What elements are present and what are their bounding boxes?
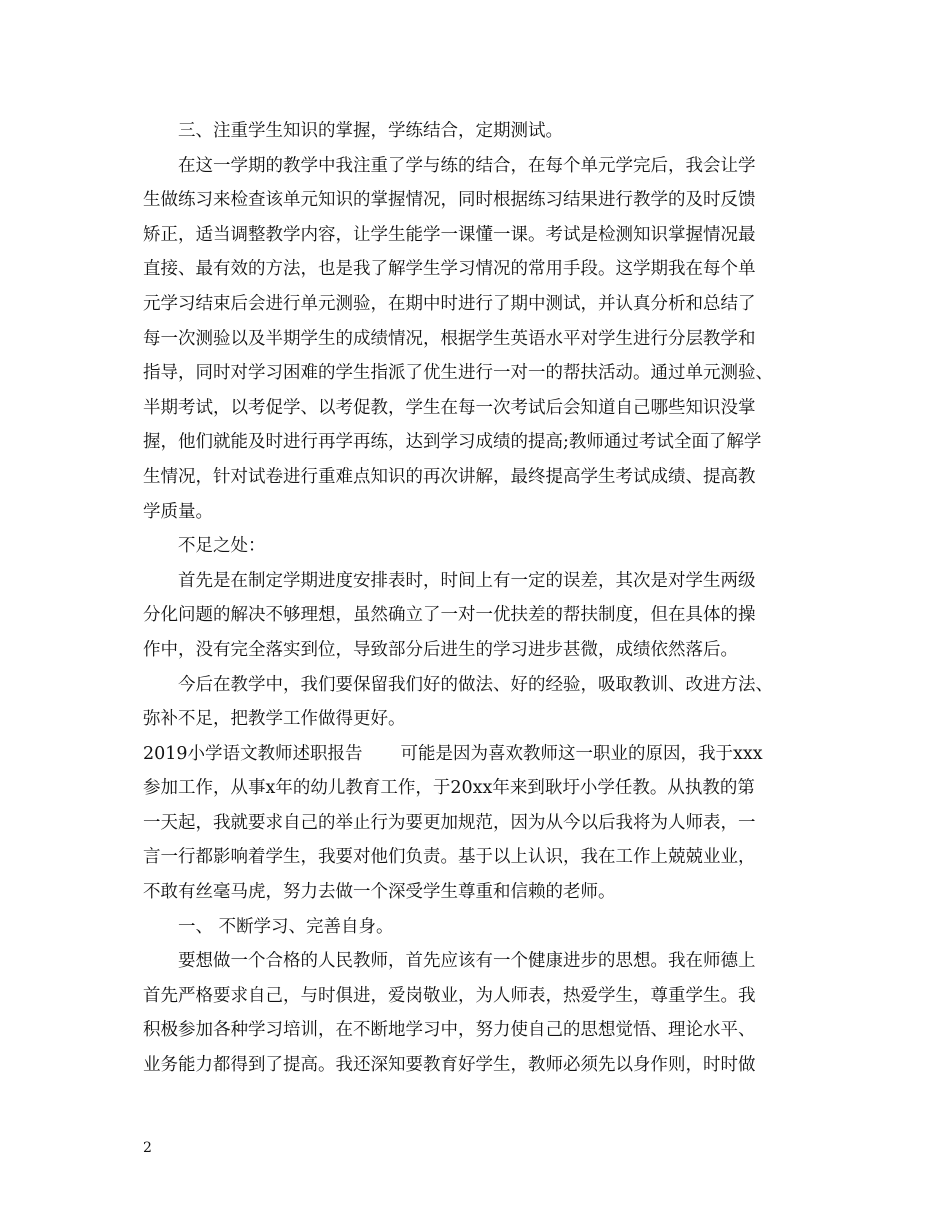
text-line: 握，他们就能及时进行再学再练，达到学习成绩的提高;教师通过考试全面了解学 [143, 432, 762, 453]
report-heading-line [143, 739, 833, 774]
report-first-line: 可能是因为喜欢教师这一职业的原因，我于xxx [400, 743, 763, 764]
text-line: 在这一学期的教学中我注重了学与练的结合，在每个单元学完后，我会让学 [178, 155, 756, 176]
text-line: 首先是在制定学期进度安排表时，时间上有一定的误差，其次是对学生两级 [178, 570, 756, 591]
text-line: 三、注重学生知识的掌握，学练结合，定期测试。 [178, 121, 563, 141]
text-line: 不足之处： [178, 536, 266, 557]
text-line: 半期考试，以考促学、以考促教，学生在每一次考试后会知道自己哪些知识没掌 [143, 397, 756, 418]
text-line: 生情况，针对试卷进行重难点知识的再次讲解，最终提高学生考试成绩、提高教 [143, 466, 756, 487]
text-line: 元学习结束后会进行单元测验，在期中时进行了期中测试，并认真分析和总结了 [143, 293, 756, 314]
text-line: 首先严格要求自己，与时俱进，爱岗敬业，为人师表，热爱学生，尊重学生。我 [143, 985, 756, 1006]
text-line: 学质量。 [143, 501, 213, 522]
text-line: 一天起，我就要求自己的举止行为要更加规范，因为从今以后我将为人师表，一 [143, 812, 756, 833]
text-line: 弥补不足，把教学工作做得更好。 [143, 709, 406, 730]
text-line: 要想做一个合格的人民教师，首先应该有一个健康进步的思想。我在师德上 [178, 951, 756, 972]
text-line: 一、 不断学习、完善自身。 [178, 916, 394, 937]
text-line: 业务能力都得到了提高。我还深知要教育好学生，教师必须先以身作则，时时做 [143, 1055, 756, 1076]
text-line: 指导，同时对学习困难的学生指派了优生进行一对一的帮扶活动。通过单元测验、 [143, 363, 773, 384]
page-number: 2 [143, 1140, 152, 1156]
text-line: 分化问题的解决不够理想，虽然确立了一对一优扶差的帮扶制度，但在具体的操 [143, 605, 756, 626]
text-line: 每一次测验以及半期学生的成绩情况，根据学生英语水平对学生进行分层教学和 [143, 328, 756, 349]
text-line: 直接、最有效的方法，也是我了解学生学习情况的常用手段。这学期我在每个单 [143, 259, 756, 280]
document-body [143, 116, 833, 1085]
text-line: 言一行都影响着学生，我要对他们负责。基于以上认识，我在工作上兢兢业业， [143, 847, 756, 868]
text-line: 作中，没有完全落实到位，导致部分后进生的学习进步甚微，成绩依然落后。 [143, 639, 738, 660]
text-line: 生做练习来检查该单元知识的掌握情况，同时根据练习结果进行教学的及时反馈 [143, 190, 756, 211]
text-line: 积极参加各种学习培训，在不断地学习中，努力使自己的思想觉悟、理论水平、 [143, 1020, 756, 1041]
report-heading: 2019小学语文教师述职报告 [143, 743, 363, 764]
text-line: 今后在教学中，我们要保留我们好的做法、好的经验，吸取教训、改进方法、 [178, 674, 773, 695]
text-line: 参加工作，从事x年的幼儿教育工作，于20xx年来到耿圩小学任教。从执教的第 [143, 778, 755, 799]
text-line: 矫正，适当调整教学内容，让学生能学一课懂一课。考试是检测知识掌握情况最 [143, 224, 756, 245]
text-line: 不敢有丝毫马虎，努力去做一个深受学生尊重和信赖的老师。 [143, 882, 616, 903]
